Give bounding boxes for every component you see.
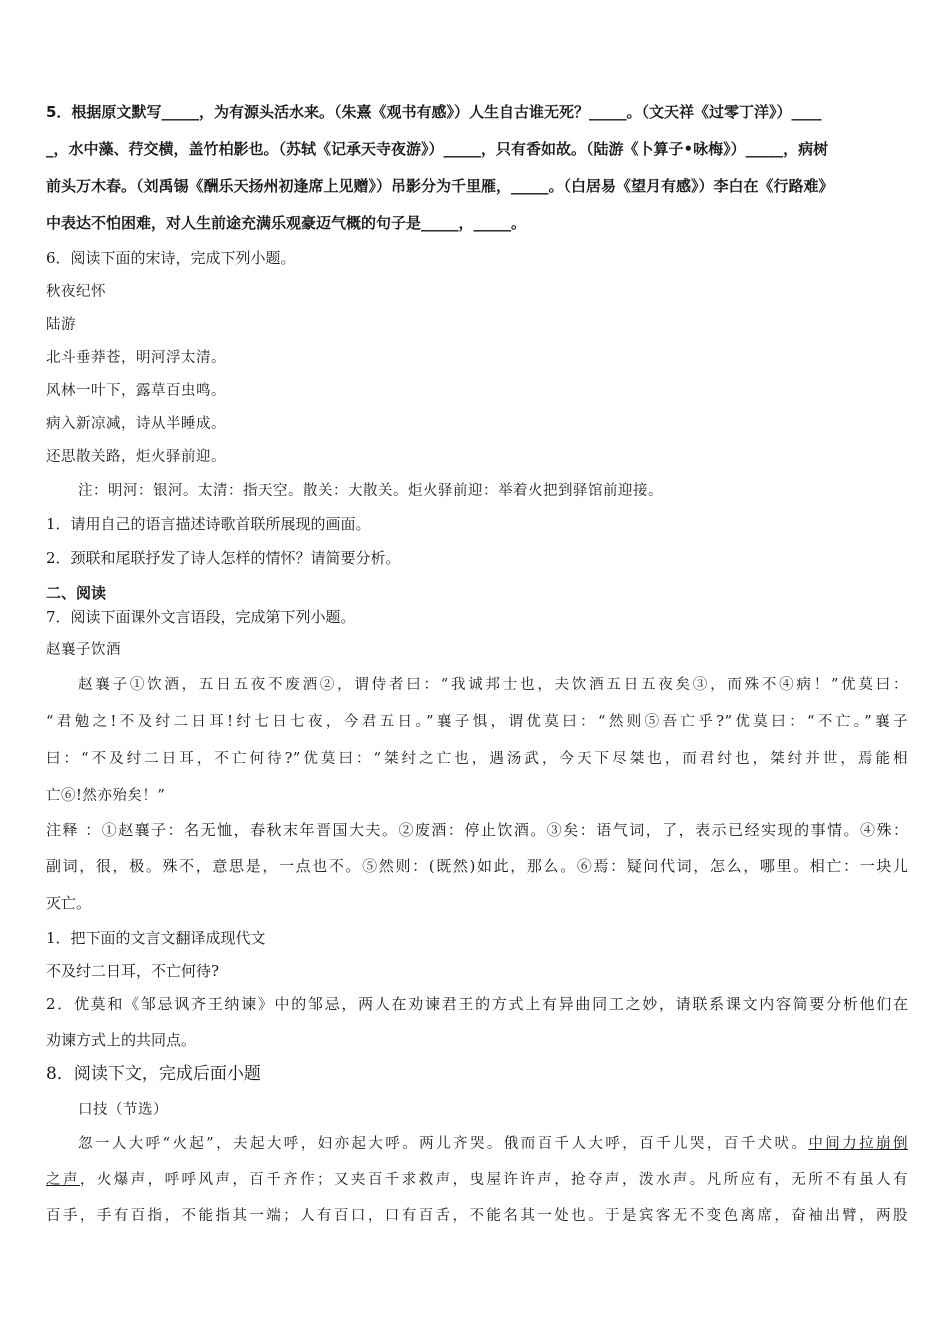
q5-line-1: 5．根据原文默写_____，为有源头活水来。（朱熹《观书有感》）人生自古谁无死？_____。（文天祥《过零丁洋》）____: [46, 103, 822, 121]
poem-line-1: 北斗垂莽苍，明河浮太清。: [46, 350, 226, 366]
poem-author: 陆游: [46, 317, 76, 333]
poem-line-3: 病入新凉减，诗从半睡成。: [46, 416, 226, 432]
q7-sub-2-line-2: 劝谏方式上的共同点。: [46, 1031, 197, 1049]
q6-sub-2: 2．颈联和尾联抒发了诗人怎样的情怀？请简要分析。: [46, 549, 401, 567]
excerpt-line-1-text: 忽一人大呼“火起”，夫起大呼，妇亦起大呼。两儿齐哭。俄而百千人大呼，百千儿哭，百千犬吠。: [78, 1136, 809, 1152]
annotation-line-1: 注释 ：①赵襄子：名无恤，春秋末年晋国大夫。②废酒：停止饮酒。③矣：语气词，了，表示已经实现的事情。④殊：: [46, 821, 908, 839]
annotation-line-3: 灭亡。: [46, 894, 92, 912]
poem-line-2: 风林一叶下，露草百虫鸣。: [46, 383, 226, 399]
q5-line-2: _，水中藻、荇交横，盖竹柏影也。（苏轼《记承天寺夜游》）_____，只有香如故。（陆游《卜算子•咏梅》）_____，病树: [46, 140, 829, 158]
passage-line-1: 赵襄子①饮酒，五日五夜不废酒②，谓侍者曰：“我诚邦士也，夫饮酒五日五夜矣③，而殊不④病！”优莫曰：: [78, 677, 908, 693]
q7-sub-1-text: 不及纣二日耳，不亡何待?: [46, 962, 220, 980]
q6-sub-1: 1．请用自己的语言描述诗歌首联所展现的画面。: [46, 515, 371, 533]
poem-title: 秋夜纪怀: [46, 284, 106, 300]
poem-line-4: 还思散关路，炬火驿前迎。: [46, 449, 226, 465]
passage-line-4: 亡⑥!然亦殆矣！”: [46, 788, 166, 804]
passage-title: 赵襄子饮酒: [46, 642, 121, 658]
excerpt-line-2-text: ，火爆声，呼呼风声，百千齐作；又夹百千求救声，曳屋许许声，抢夺声，泼水声。凡所应有，无所不有虽人有: [79, 1172, 908, 1188]
poem-note: 注：明河：银河。太清：指天空。散关：大散关。炬火驿前迎：举着火把到驿馆前迎接。: [78, 483, 663, 499]
underlined-phrase-part-2: 之声: [46, 1172, 80, 1188]
passage-line-3: 曰：“不及纣二日耳，不亡何待?”优莫曰：“桀纣之亡也，遇汤武，今天下尽桀也，而君纣也，桀纣并世，焉能相: [46, 751, 908, 767]
q7-intro: 7．阅读下面课外文言语段，完成第下列小题。: [46, 608, 356, 626]
excerpt-line-2: [46, 1170, 908, 1190]
section-heading: 二、阅读: [46, 584, 107, 602]
annotation-line-2: 副词，很，极。殊不，意思是，一点也不。⑤然则：(既然)如此，那么。⑥焉：疑问代词，怎么，哪里。相亡：一块儿: [46, 857, 908, 875]
q6-intro: 6．阅读下面的宋诗，完成下列小题。: [46, 249, 296, 267]
q5-line-4: 中表达不怕困难，对人生前途充满乐观豪迈气概的句子是_____，_____。: [46, 214, 527, 232]
passage-line-2: “君勉之!不及纣二日耳!纣七日七夜，今君五日。”襄子惧，谓优莫曰：“然则⑤吾亡乎?”优莫曰：“不亡。”襄子: [46, 714, 908, 730]
q7-sub-1: 1．把下面的文言文翻译成现代文: [46, 929, 266, 947]
q5-line-3: 前头万木春。（刘禹锡《酬乐天扬州初逢席上见赠》）吊影分为千里雁，_____。（白居易《望月有感》）李白在《行路难》: [46, 177, 834, 195]
q7-sub-2-line-1: 2．优莫和《邹忌讽齐王纳谏》中的邹忌，两人在劝谏君王的方式上有异曲同工之妙，请联系课文内容简要分析他们在: [46, 995, 908, 1013]
excerpt-line-3: 百手，手有百指，不能指其一端；人有百口，口有百舌，不能名其一处也。于是宾客无不变色离席，奋袖出臂，两股: [46, 1208, 908, 1224]
excerpt-title: 口技（节选）: [78, 1102, 168, 1118]
underlined-phrase-part-1: 中间力拉崩倒: [808, 1136, 908, 1152]
q8-intro: 8．阅读下文，完成后面小题: [46, 1064, 261, 1084]
excerpt-line-1: [78, 1134, 908, 1154]
